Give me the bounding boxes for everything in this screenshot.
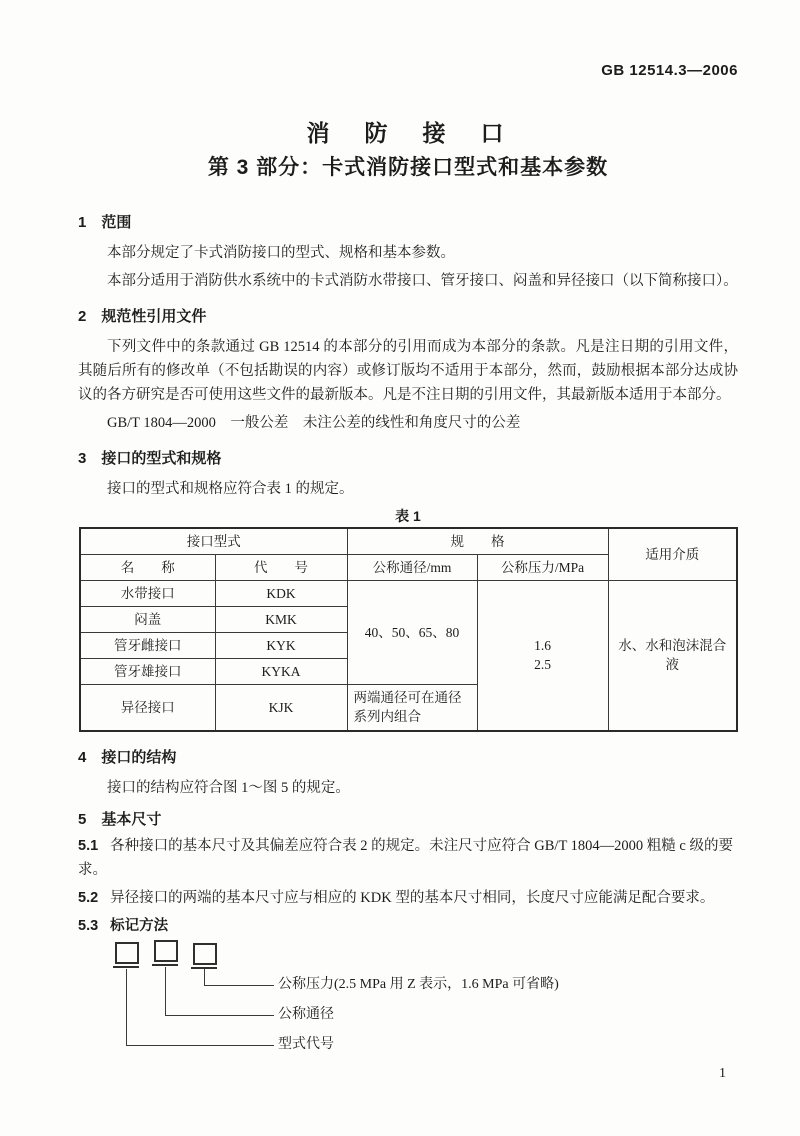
leader-line [126, 969, 127, 1045]
section-1-paragraph-1: 本部分规定了卡式消防接口的型式、规格和基本参数。 [107, 245, 455, 261]
leader-line [165, 1015, 274, 1016]
clause-5-1-number: 5.1 [78, 837, 99, 854]
section-2-reference: GB/T 1804—2000 一般公差 未注公差的线性和角度尺寸的公差 [107, 415, 521, 431]
table-header-name: 名 称 [80, 555, 215, 581]
section-5-heading: 5 基本尺寸 [78, 810, 162, 828]
cell-name: 管牙雄接口 [80, 659, 215, 685]
marking-label-pressure: 公称压力(2.5 MPa 用 Z 表示，1.6 MPa 可省略) [278, 976, 559, 992]
clause-5-3-number: 5.3 [78, 917, 99, 934]
section-3-heading: 3 接口的型式和规格 [78, 450, 222, 467]
section-2-heading: 2 规范性引用文件 [78, 308, 207, 325]
leader-line [204, 969, 205, 985]
marking-method-diagram [78, 940, 738, 1060]
table-header-pressure: 公称压力/MPa [477, 555, 608, 581]
cell-code: KDK [215, 581, 347, 607]
cell-code: KMK [215, 607, 347, 633]
document-subtitle: 第 3 部分：卡式消防接口型式和基本参数 [207, 156, 609, 179]
clause-5-3-text: 标记方法 [110, 917, 169, 934]
clause-5-2-text: 异径接口的两端的基本尺寸应与相应的 KDK 型的基本尺寸相同，长度尺寸应能满足配合要求。 [110, 889, 715, 906]
pressure-value-1: 1.6 [534, 638, 551, 654]
clause-5-1-text: 各种接口的基本尺寸及其偏差应符合表 2 的规定。未注尺寸应符合 GB/T 1804—2000 粗糙 c 级的要求。 [78, 837, 733, 878]
cell-pressure-shared [477, 581, 608, 731]
clause-5-3 [78, 914, 738, 938]
cell-name: 异径接口 [80, 685, 215, 731]
page-number: 1 [719, 1066, 726, 1081]
leader-line [126, 1045, 274, 1046]
table-1-caption: 表 1 [395, 508, 421, 524]
marking-label-type-code: 型式代号 [278, 1036, 334, 1052]
marking-box-pressure [193, 943, 217, 965]
leader-line [165, 967, 166, 1015]
marking-box-underline [113, 966, 139, 968]
pressure-value-2: 2.5 [534, 657, 551, 673]
cell-code: KJK [215, 685, 347, 731]
section-1-paragraph-2: 本部分适用于消防供水系统中的卡式消防水带接口、管牙接口、闷盖和异径接口（以下简称接口）。 [107, 273, 738, 289]
table-header-spec-group: 规 格 [347, 528, 608, 555]
table-header-diameter: 公称通径/mm [347, 555, 477, 581]
section-4-heading: 4 接口的结构 [78, 748, 177, 766]
cell-name: 水带接口 [80, 581, 215, 607]
clause-5-2 [78, 886, 738, 910]
clause-5-2-number: 5.2 [78, 889, 99, 906]
section-1-heading: 1 范围 [78, 214, 132, 231]
cell-name: 管牙雌接口 [80, 633, 215, 659]
section-4-paragraph: 接口的结构应符合图 1～图 5 的规定。 [107, 779, 350, 796]
cell-name: 闷盖 [80, 607, 215, 633]
section-2-paragraph: 下列文件中的条款通过 GB 12514 的本部分的引用而成为本部分的条款。凡是注日期的引用文件，其随后所有的修改单（不包括勘误的内容）或修订版均不适用于本部分，然而，鼓励根据本部分达成协议的各方研究是否可使用这些文件的最新版本。凡是不注日期的引用文件，其最新版本适用于本部分。 [78, 339, 738, 403]
marking-label-diameter: 公称通径 [278, 1006, 334, 1022]
marking-box-type-code [115, 942, 139, 964]
table-header-medium: 适用介质 [608, 528, 737, 581]
cell-code: KYKA [215, 659, 347, 685]
standard-code-header: GB 12514.3—2006 [601, 62, 738, 79]
table-header-code: 代 号 [215, 555, 347, 581]
cell-medium-shared: 水、水和泡沫混合液 [608, 581, 737, 731]
section-3-paragraph: 接口的型式和规格应符合表 1 的规定。 [107, 481, 354, 497]
cell-diameter-note: 两端通径可在通径系列内组合 [347, 685, 477, 731]
table-1 [79, 527, 738, 732]
marking-box-underline [152, 964, 178, 966]
cell-code: KYK [215, 633, 347, 659]
document-title: 消 防 接 口 [306, 120, 510, 146]
clause-5-1 [78, 834, 738, 882]
table-header-type-group: 接口型式 [80, 528, 347, 555]
leader-line [204, 985, 274, 986]
marking-box-diameter [154, 940, 178, 962]
table-row [80, 581, 737, 607]
cell-diameter-shared: 40、50、65、80 [347, 581, 477, 685]
